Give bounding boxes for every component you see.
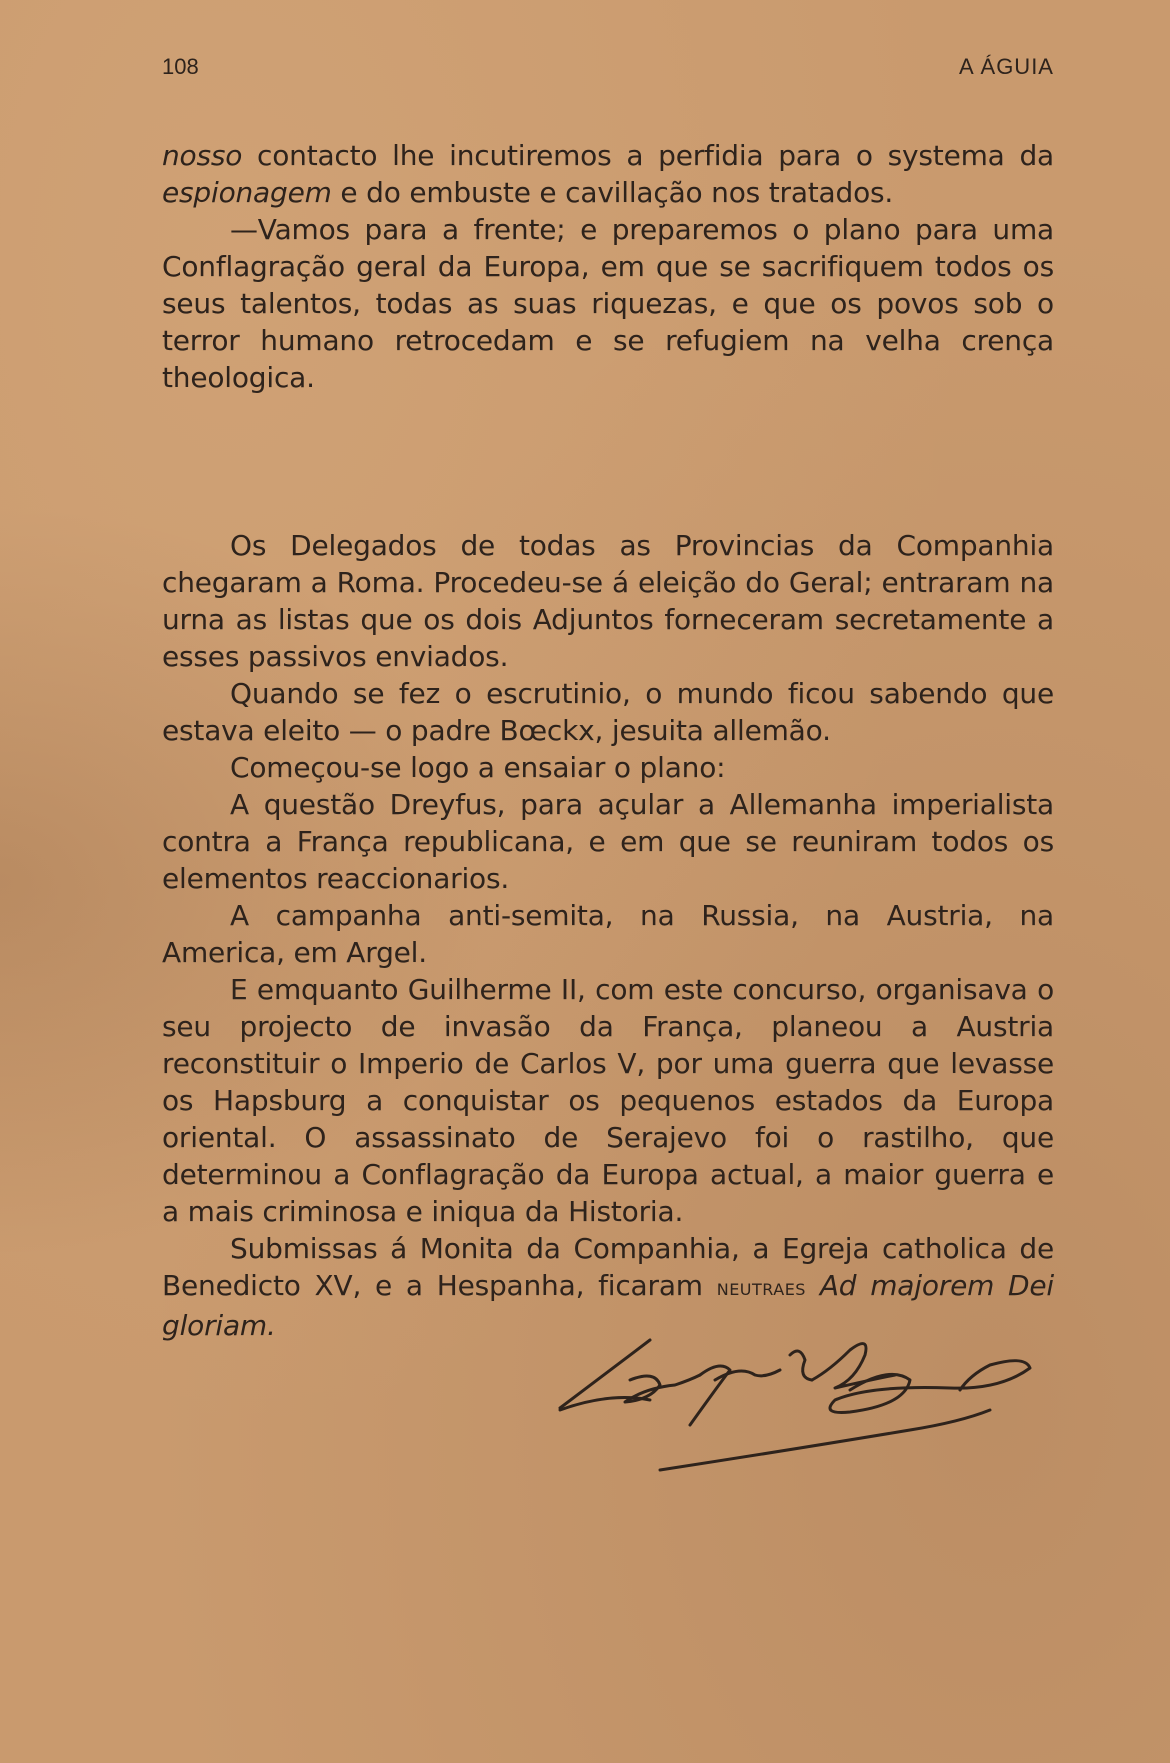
paragraph: E emquanto Guilherme II, com este concurso, organisava o seu projecto de invasão da França, planeou a Austria reconstituir o Imperio de Carlos V, por uma guerra que levasse os Hapsburg a conquistar os pequenos estados da Europa oriental. O assassinato de Serajevo foi o rastilho, que determinou a Conflagração da Europa actual, a maior guerra e a mais criminosa e iniqua da Historia. [162, 973, 1054, 1228]
text-section-1 [162, 137, 1054, 396]
text-run: Submissas á Monita da Companhia, a Egreja catholica de Benedicto XV, e a Hespanha, ficaram [162, 1232, 1054, 1302]
page-header [162, 54, 1054, 94]
italic-text: espionagem [162, 176, 332, 209]
text-run: e do embuste e cavillação nos tratados. [331, 176, 894, 209]
small-caps-text: neutraes [716, 1275, 806, 1301]
running-title: A ÁGUIA [958, 54, 1054, 79]
paragraph: A campanha anti-semita, na Russia, na Austria, na America, em Argel. [162, 899, 1054, 969]
text-run: contacto lhe incutiremos a perfidia para o systema da [242, 139, 1054, 172]
paragraph: —Vamos para a frente; e preparemos o plano para uma Conflagração geral da Europa, em que se sacrifiquem todos os seus talentos, todas as suas riquezas, e que os povos sob o terror humano retrocedam e se refugiem na velha crença theologica. [162, 213, 1054, 394]
paragraph [162, 137, 1054, 211]
page-number: 108 [162, 54, 199, 79]
paragraph: Começou-se logo a ensaiar o plano: [230, 751, 726, 784]
paragraph [162, 1230, 1054, 1344]
paragraph: Os Delegados de todas as Provincias da Companhia chegaram a Roma. Procedeu-se á eleição do Geral; entraram na urna as listas que os dois Adjuntos forneceram secretamente a esses passivos enviados. [162, 529, 1054, 673]
italic-text: Ad majorem Dei gloriam. [162, 1269, 1054, 1342]
text-section-2 [162, 527, 1054, 1344]
text-run [806, 1269, 820, 1302]
italic-text: nosso [162, 139, 243, 172]
paragraph: A questão Dreyfus, para açular a Allemanha imperialista contra a França republicana, e em que se reuniram todos os elementos reaccionarios. [162, 788, 1054, 895]
signature-image [550, 1330, 1040, 1490]
paragraph: Quando se fez o escrutinio, o mundo ficou sabendo que estava eleito — o padre Bœckx, jesuita allemão. [162, 677, 1054, 747]
